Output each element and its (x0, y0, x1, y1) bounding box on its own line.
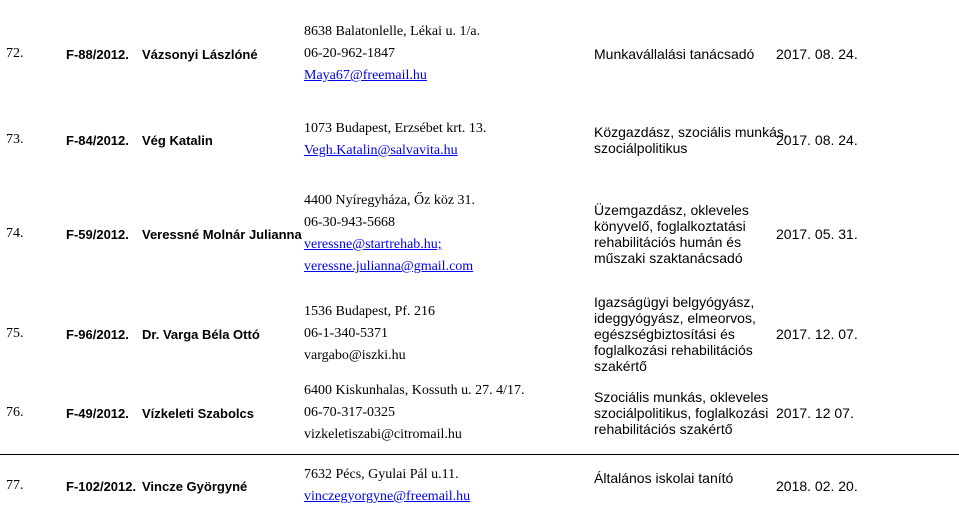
address: 1073 Budapest, Erzsébet krt. 13. (304, 121, 487, 136)
registry-code: F-102/2012. (66, 478, 137, 494)
table-row (0, 376, 959, 450)
registry-code: F-49/2012. (66, 405, 129, 421)
row-number: 73. (6, 132, 24, 147)
email-link[interactable]: vinczegyorgyne@freemail.hu (304, 489, 471, 504)
person-name: Veressné Molnár Julianna (142, 226, 302, 242)
date: 2017. 08. 24. (776, 132, 858, 148)
email: vizkeletiszabi@citromail.hu (304, 427, 462, 442)
table-row (0, 174, 959, 294)
profession: Munkavállalási tanácsadó (594, 46, 755, 62)
table-row (0, 292, 959, 376)
date: 2017. 12 07. (776, 405, 854, 421)
person-name: Vincze Györgyné (142, 478, 248, 494)
profession: Üzemgazdász, okleveles könyvelő, foglalkoztatási rehabilitációs humán és műszaki szaktanácsadó (594, 202, 749, 266)
phone: 06-30-943-5668 (304, 215, 395, 230)
row-divider (0, 454, 959, 455)
address: 8638 Balatonlelle, Lékai u. 1/a. (304, 24, 481, 39)
row-number: 72. (6, 46, 24, 61)
registry-code: F-59/2012. (66, 226, 129, 242)
profession: Általános iskolai tanító (594, 470, 734, 486)
address: 7632 Pécs, Gyulai Pál u.11. (304, 467, 459, 482)
profession: Szociális munkás, okleveles szociálpolitikus, foglalkozási rehabilitációs szakértő (594, 389, 769, 437)
email-link[interactable]: veressne@startrehab.hu; (304, 237, 442, 252)
date: 2017. 12. 07. (776, 326, 858, 342)
email: vargabo@iszki.hu (304, 348, 406, 363)
date: 2017. 08. 24. (776, 46, 858, 62)
contact-block (304, 292, 592, 376)
profession: Közgazdász, szociális munkás, szociálpolitikus (594, 124, 788, 156)
person-name: Vázsonyi Lászlóné (142, 46, 258, 62)
registry-code: F-88/2012. (66, 46, 129, 62)
profession: Igazságügyi belgyógyász, ideggyógyász, elmeorvos, egészségbiztosítási és foglalkozási rehabilitációs szakértő (594, 294, 756, 374)
email-link[interactable]: Maya67@freemail.hu (304, 68, 427, 83)
person-name: Vég Katalin (142, 132, 213, 148)
phone: 06-20-962-1847 (304, 46, 395, 61)
phone: 06-70-317-0325 (304, 405, 395, 420)
row-number: 76. (6, 405, 24, 420)
row-number: 75. (6, 326, 24, 341)
address: 1536 Budapest, Pf. 216 (304, 304, 436, 319)
registry-code: F-84/2012. (66, 132, 129, 148)
row-number: 74. (6, 226, 24, 241)
table-row (0, 8, 959, 100)
date: 2017. 05. 31. (776, 226, 858, 242)
contact-block (304, 8, 592, 100)
contact-block (304, 174, 592, 294)
table-row (0, 112, 959, 168)
contact-block (304, 112, 592, 168)
person-name: Dr. Varga Béla Ottó (142, 326, 260, 342)
address: 4400 Nyíregyháza, Őz köz 31. (304, 193, 476, 208)
contact-block (304, 376, 592, 450)
date: 2018. 02. 20. (776, 478, 858, 494)
contact-block (304, 458, 592, 514)
row-number: 77. (6, 478, 24, 493)
person-name: Vízkeleti Szabolcs (142, 405, 254, 421)
registry-code: F-96/2012. (66, 326, 129, 342)
table-row (0, 458, 959, 514)
address: 6400 Kiskunhalas, Kossuth u. 27. 4/17. (304, 383, 525, 398)
email-link[interactable]: Vegh.Katalin@salvavita.hu (304, 143, 458, 158)
email-link-secondary[interactable]: veressne.julianna@gmail.com (304, 259, 474, 274)
phone: 06-1-340-5371 (304, 326, 388, 341)
